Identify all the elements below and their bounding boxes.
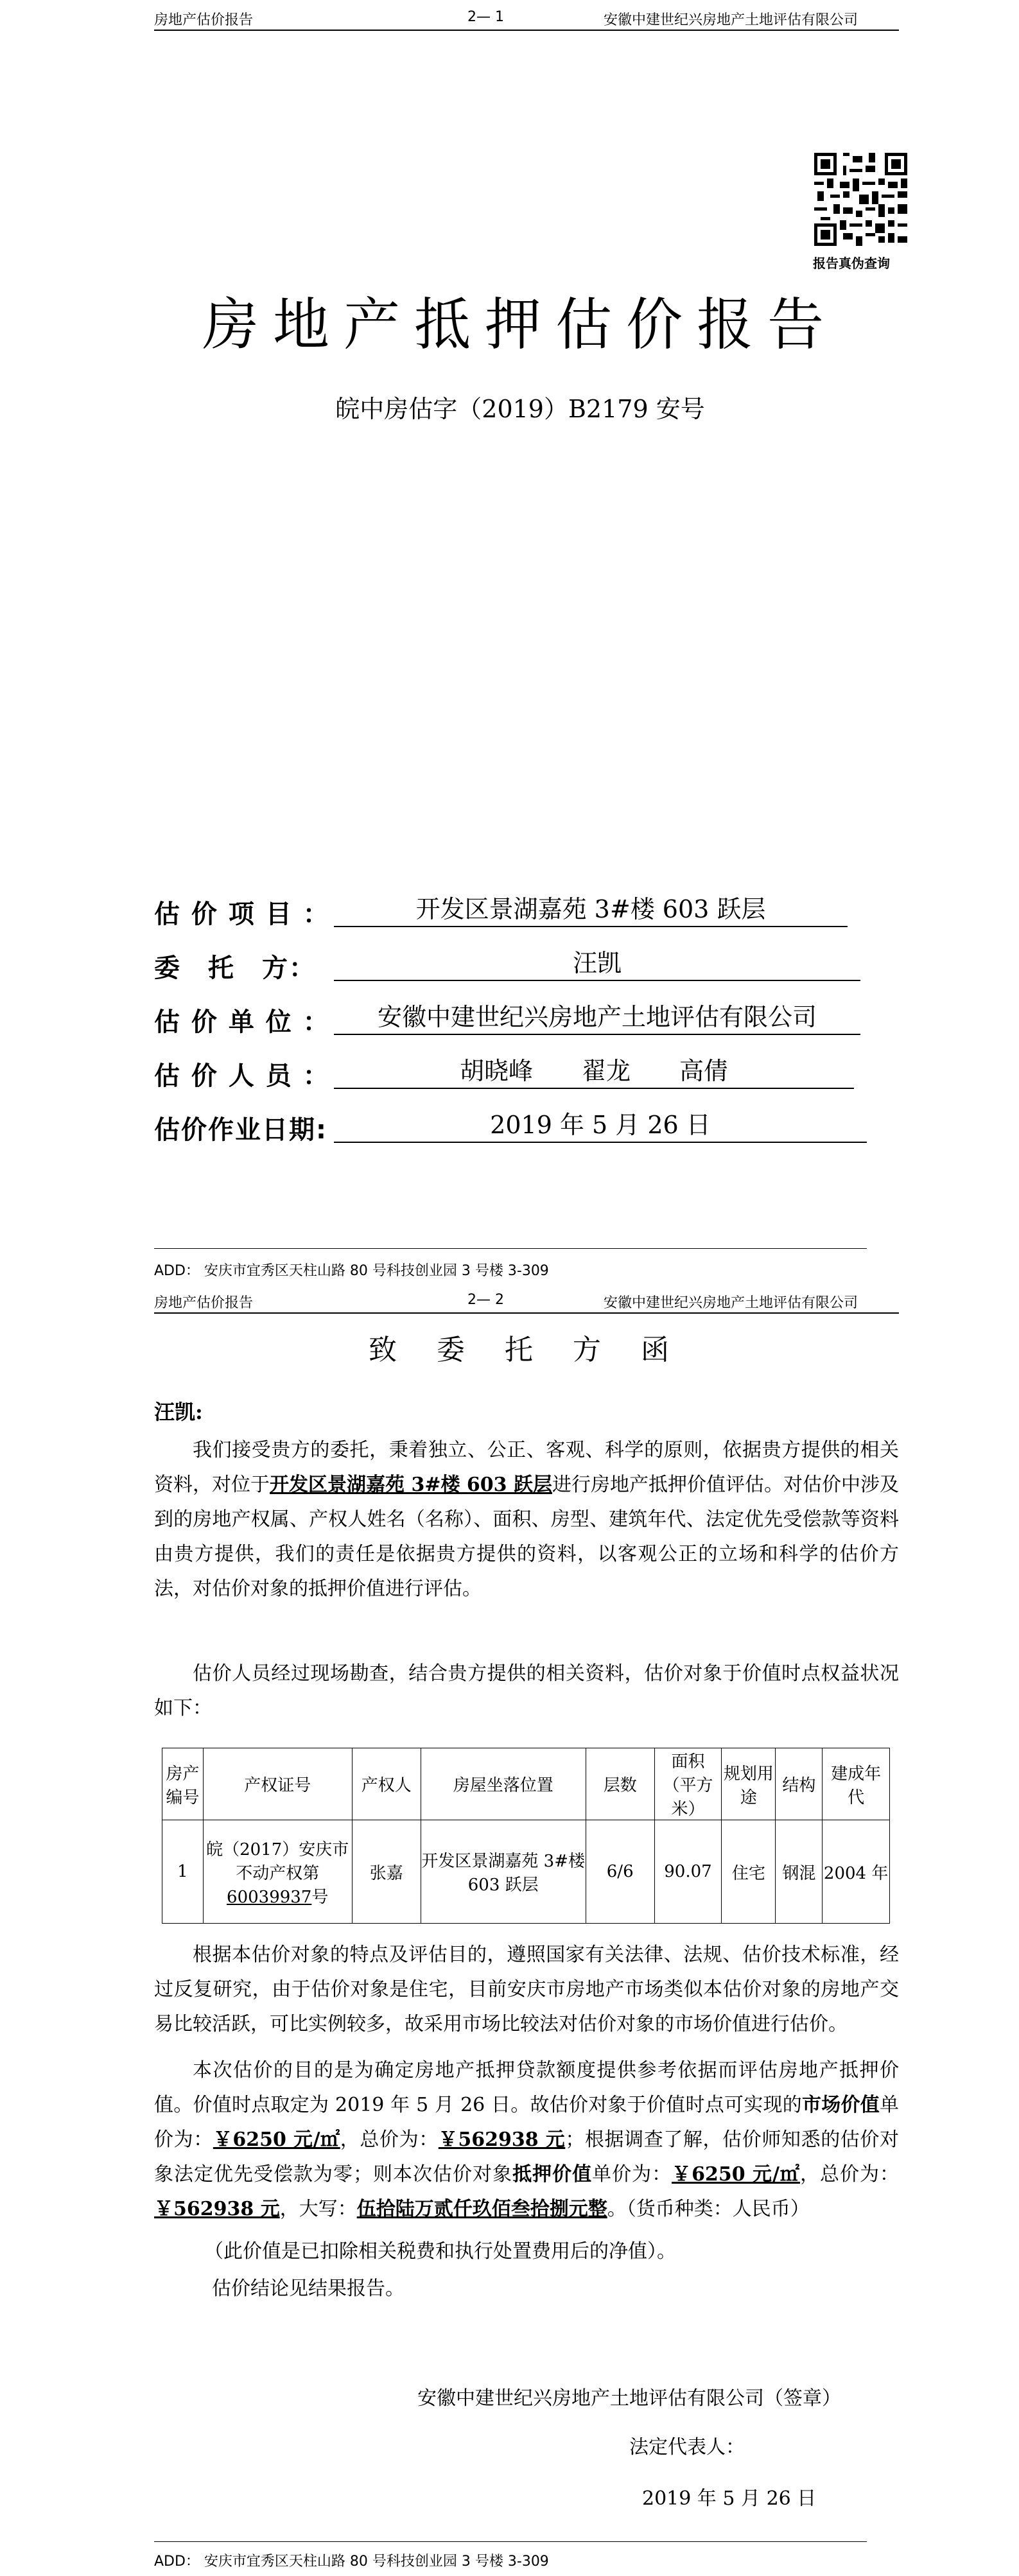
table-header-row bbox=[162, 1748, 890, 1820]
paragraph-valuation-result: 本次估价的目的是为确定房地产抵押贷款额度提供参考依据而评估房地产抵押价值。价值时点取定为 2019 年 5 月 26 日。故估价对象于价值时点可实现的市场价值单价为：￥6250 元/㎡，总价为：￥562938 元；根据调查了解，估价师知悉的估价对象法定优先受偿款为零；则本次估价对象抵押价值单价为：￥6250 元/㎡，总价为：￥562938 元，大写：伍拾陆万贰仟玖佰叁拾捌元整。（货币种类：人民币） bbox=[154, 2059, 900, 2220]
field-value-project: 开发区景湖嘉苑 3#楼 603 跃层 bbox=[334, 892, 848, 927]
field-label-project: 估 价 项 目 ： bbox=[154, 900, 330, 929]
page1-header-left: 房地产估价报告 bbox=[154, 12, 254, 28]
signature-representative: 法定代表人： bbox=[629, 2436, 745, 2459]
signature-date: 2019 年 5 月 26 日 bbox=[642, 2487, 817, 2510]
market-total-price: ￥562938 元 bbox=[438, 2128, 566, 2151]
signature-company: 安徽中建世纪兴房地产土地评估有限公司（签章） bbox=[417, 2387, 841, 2410]
column-header: 规划用途 bbox=[722, 1748, 776, 1820]
field-value-appraisers: 胡晓峰 翟龙 高倩 bbox=[334, 1054, 854, 1089]
page2-header-right: 安徽中建世纪兴房地产土地评估有限公司 bbox=[604, 1295, 858, 1311]
field-value-work-date: 2019 年 5 月 26 日 bbox=[334, 1108, 867, 1143]
market-unit-price: ￥6250 元/㎡ bbox=[213, 2128, 340, 2151]
mortgage-amount-in-words: 伍拾陆万贰仟玖佰叁拾捌元整 bbox=[356, 2198, 607, 2220]
cell-owner: 张嘉 bbox=[352, 1820, 421, 1924]
column-header: 房屋坐落位置 bbox=[421, 1748, 586, 1820]
field-label-appraiser-company: 估 价 单 位 ： bbox=[154, 1007, 330, 1037]
letter-salutation: 汪凯: bbox=[154, 1400, 203, 1424]
page1-header-page-number: 2— 1 bbox=[467, 9, 504, 25]
page2-header-rule bbox=[154, 1312, 899, 1314]
field-value-client: 汪凯 bbox=[334, 946, 860, 981]
page1-footer-rule bbox=[154, 1248, 867, 1249]
cell-structure: 钢混 bbox=[776, 1820, 823, 1924]
cell-certificate: 皖（2017）安庆市不动产权第60039937号 bbox=[203, 1820, 352, 1924]
mortgage-total-price: ￥562938 元 bbox=[154, 2198, 280, 2220]
column-header: 房产编号 bbox=[162, 1748, 204, 1820]
column-header: 产权人 bbox=[352, 1748, 421, 1820]
paragraph-method: 根据本估价对象的特点及评估目的，遵照国家有关法律、法规、估价技术标准，经过反复研究，由于估价对象是住宅，目前安庆市房地产市场类似本估价对象的房地产交易比较活跃，可比实例较多，故采用市场比较法对估价对象的市场价值进行估价。 bbox=[154, 1944, 899, 2035]
column-header: 建成年代 bbox=[823, 1748, 890, 1820]
qr-code-icon[interactable] bbox=[814, 153, 907, 246]
column-header: 层数 bbox=[586, 1748, 654, 1820]
cell-area: 90.07 bbox=[654, 1820, 722, 1924]
paragraph-survey: 估价人员经过现场勘查，结合贵方提供的相关资料，估价对象于价值时点权益状况如下： bbox=[154, 1662, 899, 1719]
page1-footer-address: ADD： 安庆市宜秀区天柱山路 80 号科技创业园 3 号楼 3-309 bbox=[154, 1263, 549, 1279]
qr-caption: 报告真伪查询 bbox=[813, 256, 890, 271]
report-title: 房地产抵押估价报告 bbox=[202, 292, 838, 358]
report-number: 皖中房估字（2019）B2179 安号 bbox=[335, 395, 705, 423]
paragraph-commission: 我们接受贵方的委托，秉着独立、公正、客观、科学的原则，依据贵方提供的相关资料，对位于开发区景湖嘉苑 3#楼 603 跃层进行房地产抵押价值评估。对估价中涉及到的房地产权属、产权人姓名（名称）、面积、房型、建筑年代、法定优先受偿款等资料由贵方提供，我们的责任是依据贵方提供的资料，以客观公正的立场和科学的估价方法，对估价对象的抵押价值进行评估。 bbox=[154, 1439, 900, 1600]
field-value-appraiser-company: 安徽中建世纪兴房地产土地评估有限公司 bbox=[334, 1000, 860, 1035]
page1-header-rule bbox=[154, 30, 899, 31]
cell-use: 住宅 bbox=[722, 1820, 776, 1924]
letter-title: 致 委 托 方 函 bbox=[369, 1334, 684, 1366]
page2-footer-rule bbox=[154, 2541, 867, 2542]
field-label-appraisers: 估 价 人 员 ： bbox=[154, 1061, 330, 1091]
column-header: 产权证号 bbox=[203, 1748, 352, 1820]
page2-header-page-number: 2— 2 bbox=[467, 1292, 504, 1308]
paragraph-net-value-note: （此价值是已扣除相关税费和执行处置费用后的净值）。 bbox=[204, 2240, 676, 2263]
valuation-table bbox=[162, 1748, 890, 1924]
table-row bbox=[162, 1820, 890, 1924]
page2-footer-address: ADD： 安庆市宜秀区天柱山路 80 号科技创业园 3 号楼 3-309 bbox=[154, 2554, 549, 2570]
field-label-client: 委 托 方： bbox=[154, 953, 316, 983]
cell-location: 开发区景湖嘉苑 3#楼 603 跃层 bbox=[421, 1820, 586, 1924]
paragraph-conclusion-ref: 估价结论见结果报告。 bbox=[212, 2277, 405, 2300]
page1-header-right: 安徽中建世纪兴房地产土地评估有限公司 bbox=[604, 12, 858, 28]
field-label-work-date: 估价作业日期: bbox=[154, 1115, 327, 1145]
mortgage-unit-price: ￥6250 元/㎡ bbox=[672, 2163, 801, 2186]
cell-floors: 6/6 bbox=[586, 1820, 654, 1924]
property-address-link: 开发区景湖嘉苑 3#楼 603 跃层 bbox=[270, 1474, 552, 1496]
page2-header-left: 房地产估价报告 bbox=[154, 1295, 254, 1311]
column-header: 结构 bbox=[776, 1748, 823, 1820]
cell-year: 2004 年 bbox=[823, 1820, 890, 1924]
cell-number: 1 bbox=[162, 1820, 204, 1924]
column-header: 面积（平方米） bbox=[654, 1748, 722, 1820]
